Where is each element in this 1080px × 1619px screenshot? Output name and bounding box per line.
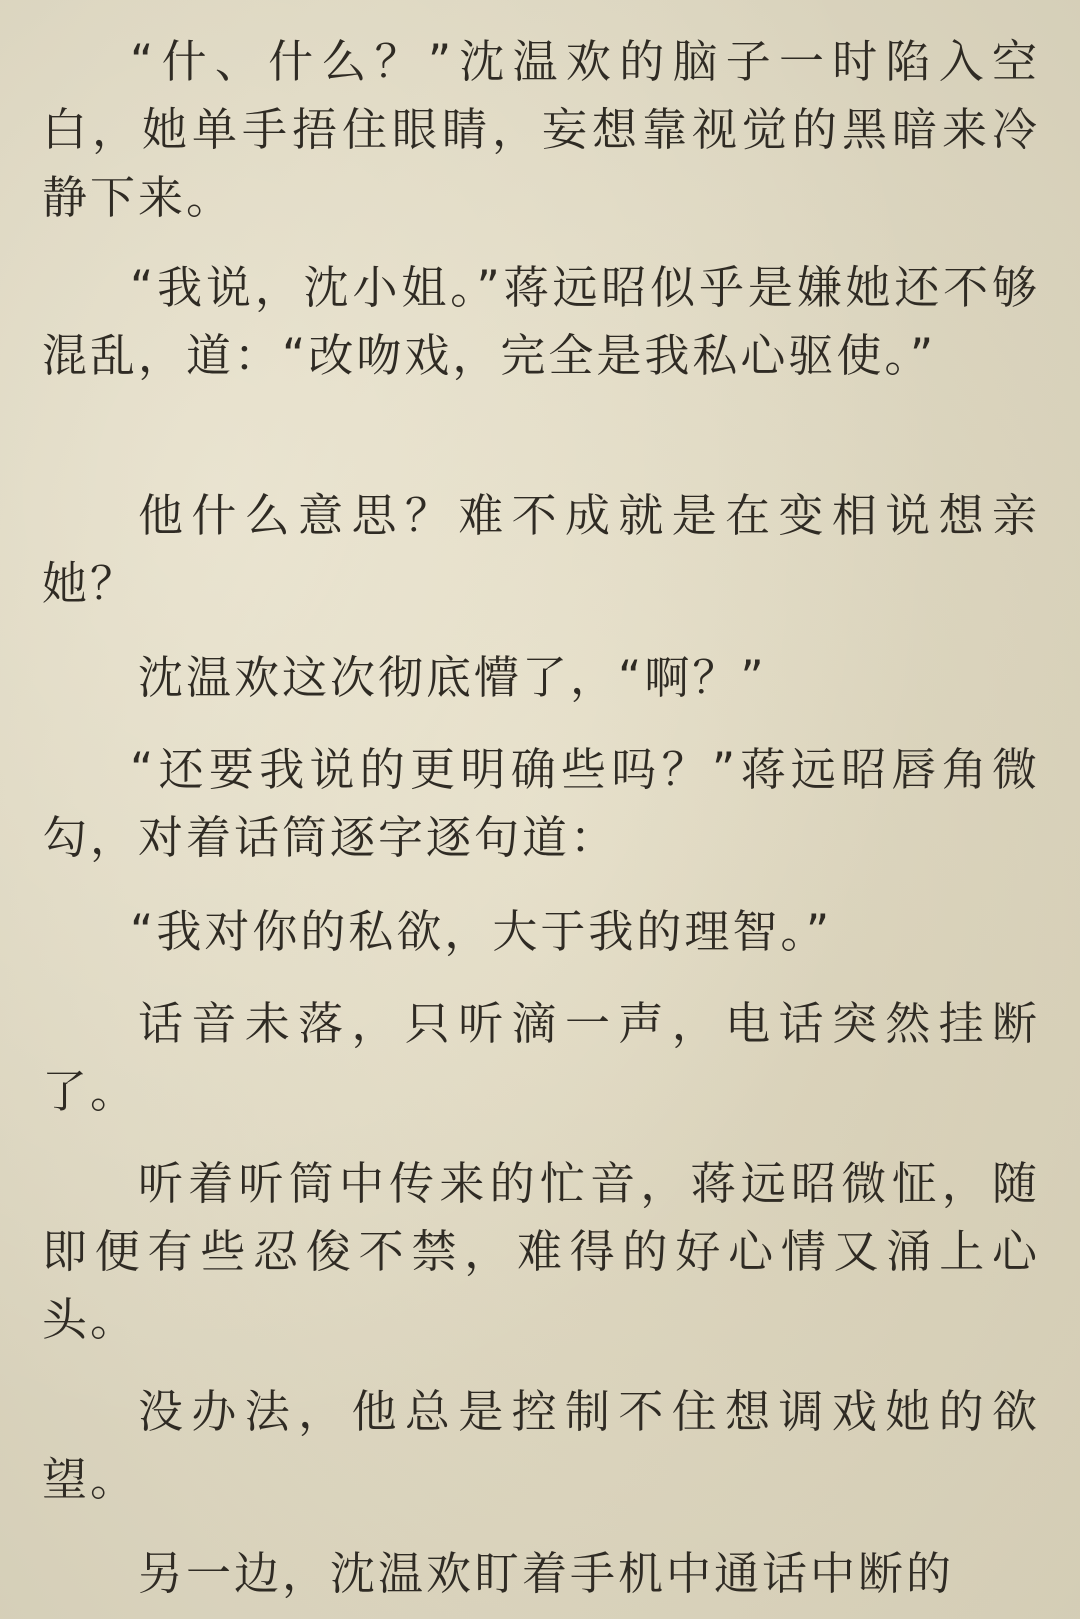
paragraph-5: “还要我说的更明确些吗？”蒋远昭唇角微勾，对着话筒逐字逐句道： xyxy=(42,743,1040,864)
paragraph-6: “我对你的私欲，大于我的理智。” xyxy=(130,905,833,958)
paragraph-2: “我说，沈小姐。”蒋远昭似乎是嫌她还不够混乱，道：“改吻戏，完全是我私心驱使。” xyxy=(42,261,1040,382)
paragraph-3: 他什么意思？难不成就是在变相说想亲她？ xyxy=(42,489,1040,610)
paragraph-10: 另一边，沈温欢盯着手机中通话中断的 xyxy=(138,1547,955,1600)
paragraph-4: 沈温欢这次彻底懵了，“啊？” xyxy=(138,651,767,704)
reader-page xyxy=(42,0,1040,1619)
paragraph-1: “什、什么？”沈温欢的脑子一时陷入空白，她单手捂住眼睛，妄想靠视觉的黑暗来冷静下来。 xyxy=(42,35,1040,224)
paragraph-9: 没办法，他总是控制不住想调戏她的欲望。 xyxy=(42,1385,1040,1506)
paragraph-7: 话音未落，只听滴一声，电话突然挂断了。 xyxy=(42,997,1040,1118)
paragraph-8: 听着听筒中传来的忙音，蒋远昭微怔，随即便有些忍俊不禁，难得的好心情又涌上心头。 xyxy=(42,1157,1040,1346)
